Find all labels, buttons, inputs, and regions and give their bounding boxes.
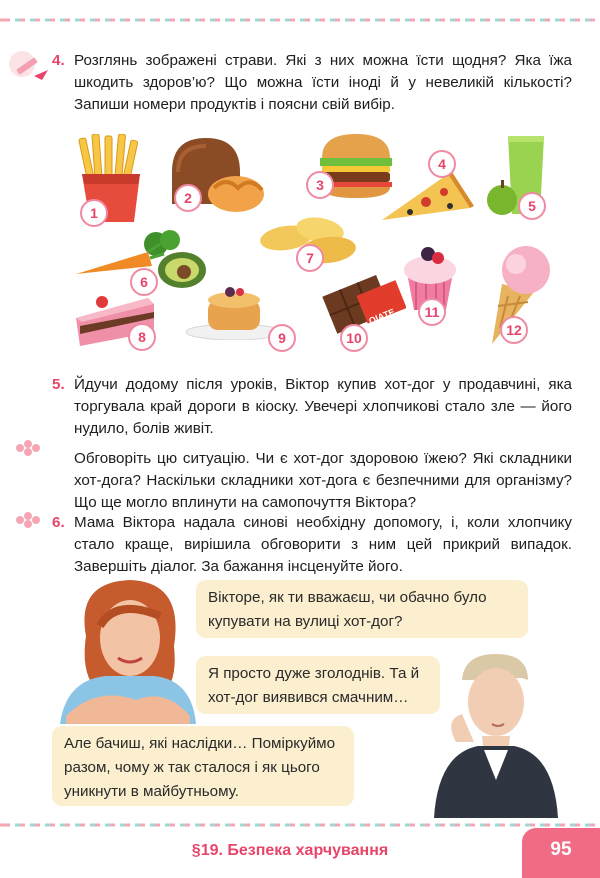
food-number-badge: 3 — [306, 171, 334, 199]
task-text: Обговоріть цю ситуацію. Чи є хот-дог здоровою їжею? Які складники хот-дога? Наскільки складники хот-дога є безпечними для організму? Що ще могло вплинути на самопочуття Віктора? — [74, 450, 572, 511]
food-number-badge: 12 — [500, 316, 528, 344]
task-text: Йдучи додому після уроків, Віктор купив хот-дог у продавчині, яка торгувала край дороги в кіоску. Увечері хлопчикові стало зле — його нудило, болів живіт. — [74, 376, 572, 437]
dialogue-text: Вікторе, як ти вважаєш, чи обачно було купувати на вулиці хот-дог? — [208, 589, 487, 630]
group-work-icon — [12, 510, 44, 530]
pizza-slice-icon — [378, 172, 474, 226]
task-number: 6. — [52, 514, 65, 531]
task-number: 5. — [52, 376, 65, 393]
task-number: 4. — [52, 52, 65, 69]
task-text: Розглянь зображені страви. Які з них можна їсти щодня? Яка їжа шкодить здоров’ю? Що можна їсти іноді й у невеликій кількості? Запиши номери продуктів і поясни свій вибір. — [74, 52, 572, 113]
group-work-icon — [12, 438, 44, 458]
food-number-badge: 7 — [296, 244, 324, 272]
task-6 — [52, 512, 572, 578]
food-number-badge: 2 — [174, 184, 202, 212]
pencil-icon — [8, 50, 48, 80]
food-number-badge: 1 — [80, 199, 108, 227]
food-number-badge: 8 — [128, 323, 156, 351]
dialogue-text: Але бачиш, які наслідки… Поміркуймо разом, чому ж так сталося і як цього уникнути в майбутньому. — [64, 735, 336, 800]
food-number-badge: 5 — [518, 192, 546, 220]
task-5 — [52, 374, 572, 514]
food-number-badge: 9 — [268, 324, 296, 352]
section-title: §19. Безпека харчування — [191, 842, 389, 859]
bottom-dashed-border — [0, 823, 600, 827]
son-photo — [434, 650, 558, 818]
page-number: 95 — [522, 828, 600, 878]
task-4 — [52, 50, 572, 116]
dialogue-bubble-mother — [52, 726, 354, 806]
dialogue-bubble-mother — [196, 580, 528, 638]
food-number-badge: 10 — [340, 324, 368, 352]
chocolate-wrapper-text: ОІАТЕ — [367, 306, 397, 327]
top-dashed-border — [0, 18, 600, 22]
mother-photo — [56, 576, 200, 724]
dialogue-bubble-son — [196, 656, 440, 714]
food-number-badge: 6 — [130, 268, 158, 296]
food-number-badge: 11 — [418, 298, 446, 326]
dialogue-text: Я просто дуже зголоднів. Та й хот-дог виявився смачним… — [208, 665, 420, 706]
food-number-badge: 4 — [428, 150, 456, 178]
task-text: Мама Віктора надала синові необхідну допомогу, і, коли хлопчику стало краще, вирішила обговорити з ним цей прикрий випадок. Завершіть діалог. За бажання інсценуйте його. — [74, 514, 572, 575]
